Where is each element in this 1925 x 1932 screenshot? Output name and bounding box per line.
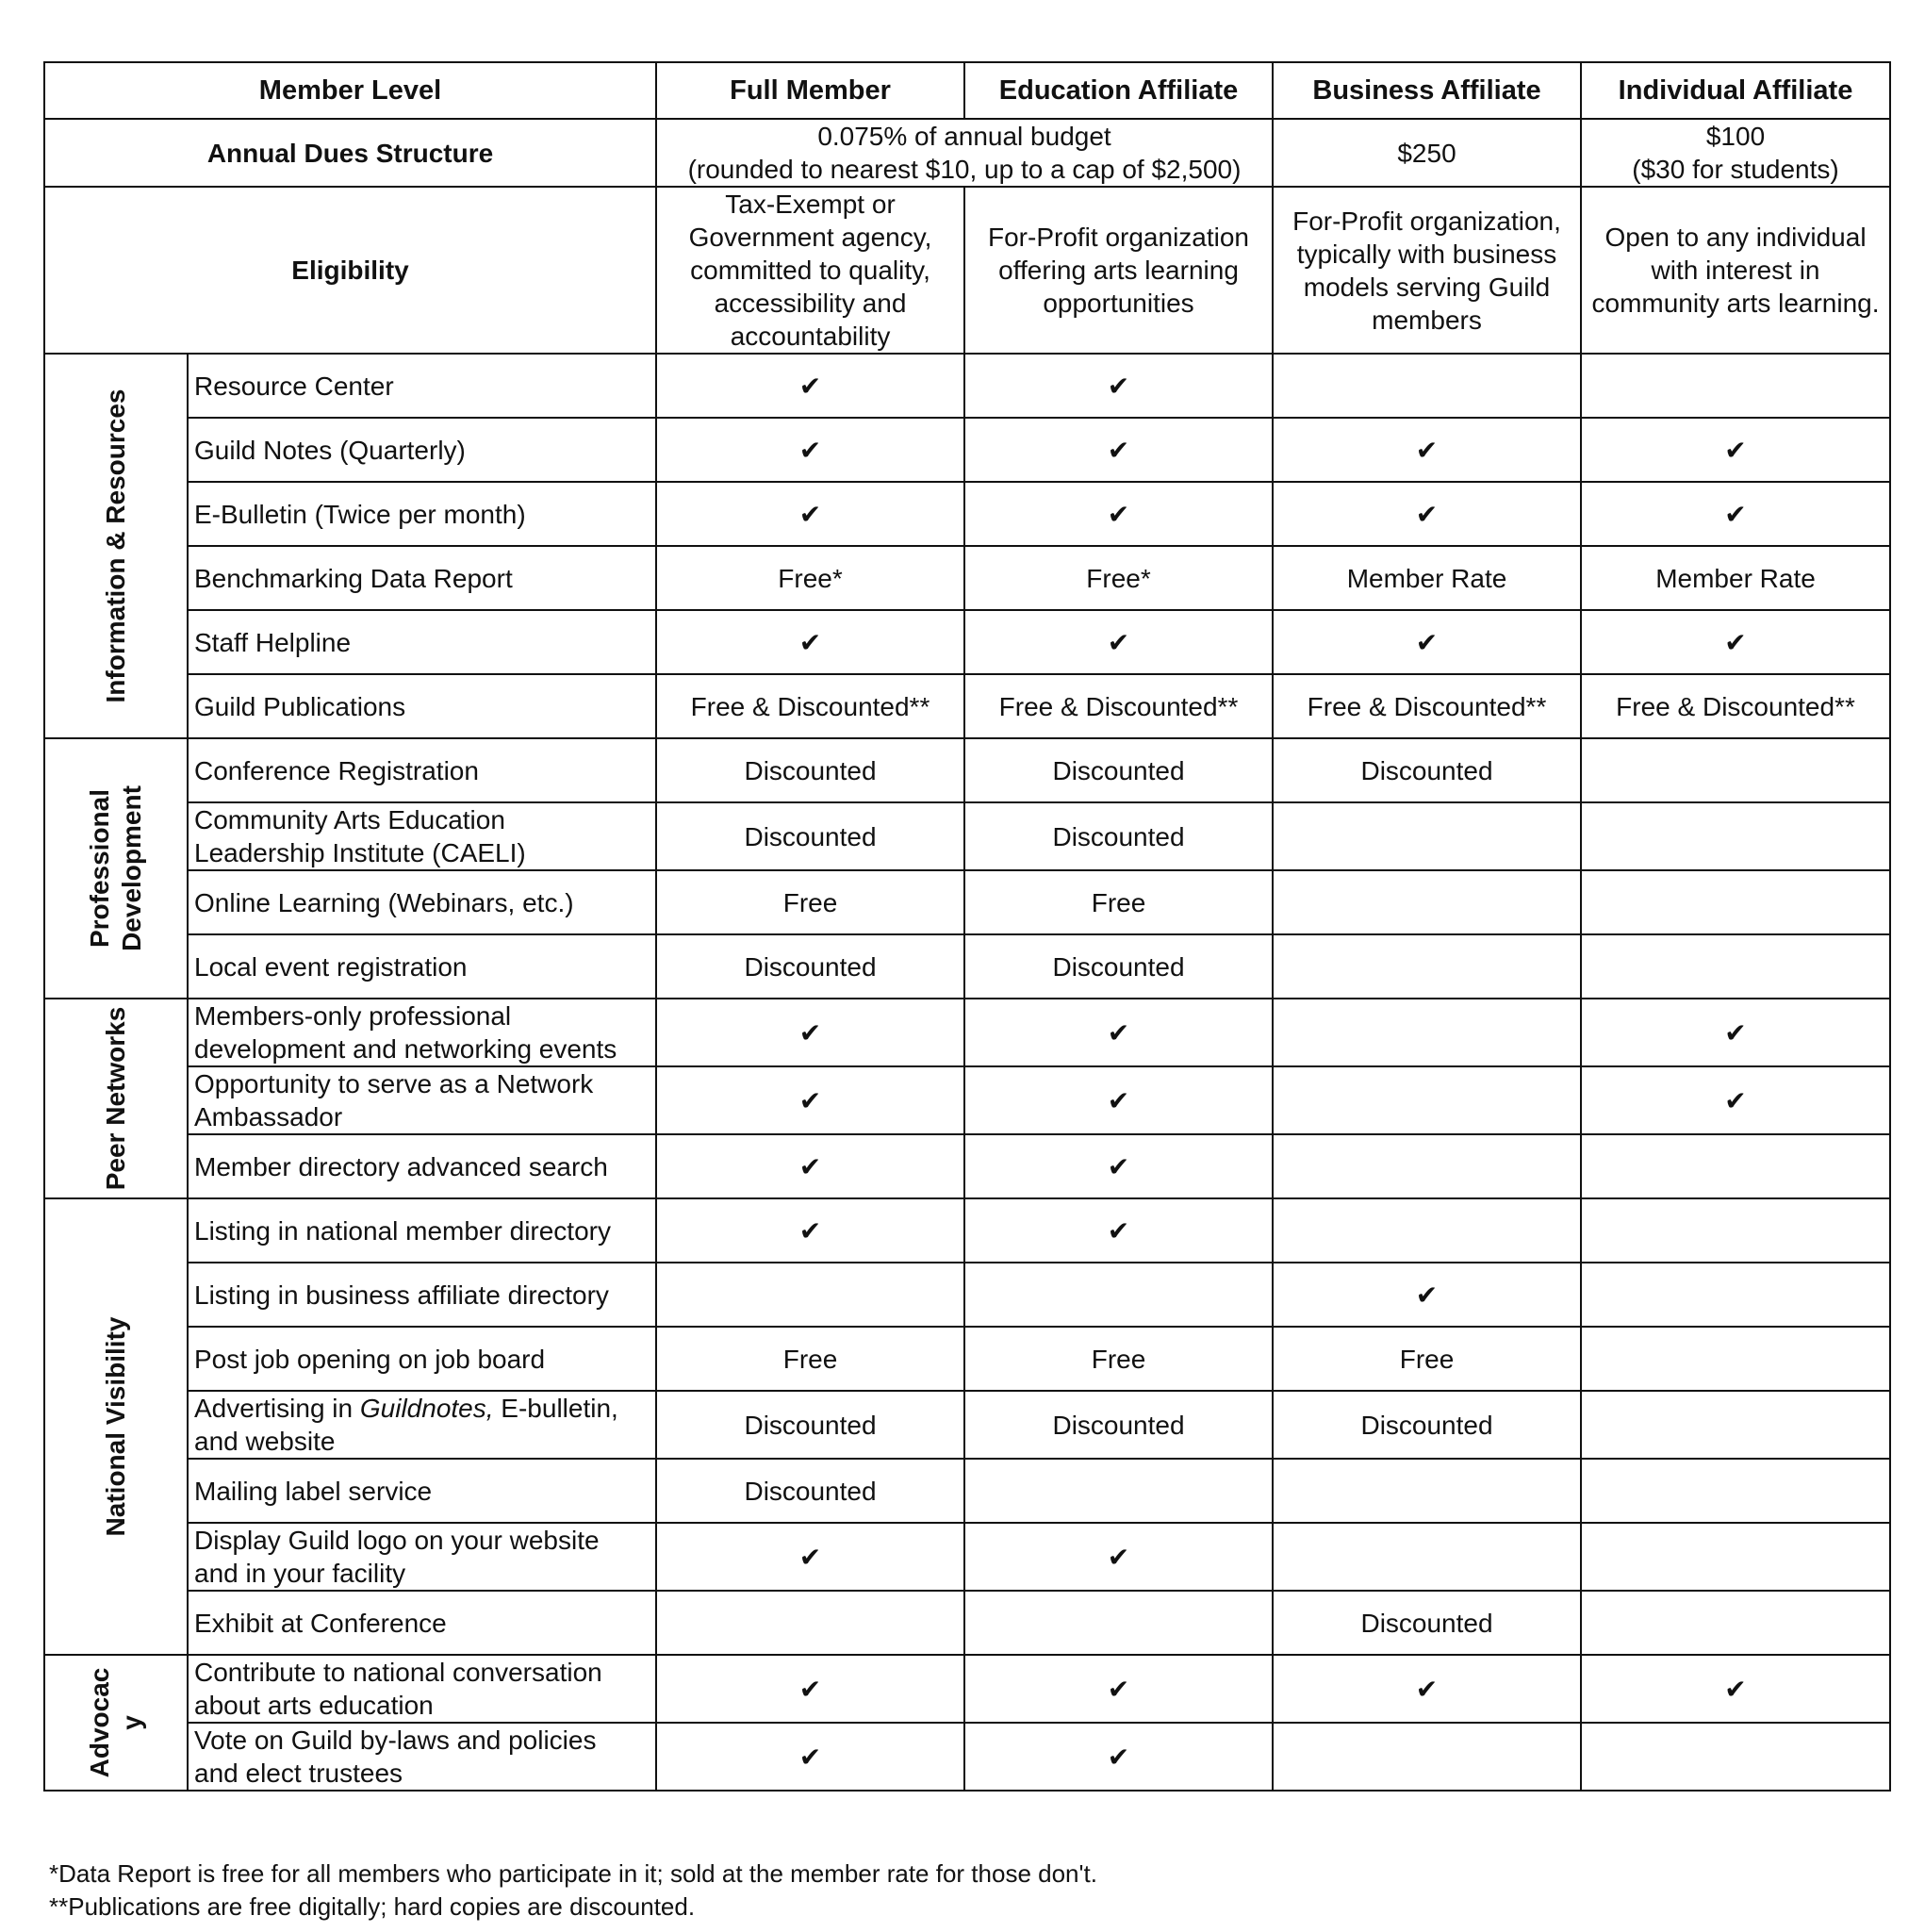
feature-label: [188, 1066, 656, 1134]
check-icon: ✔: [1581, 999, 1890, 1066]
check-icon: ✔: [964, 1655, 1273, 1723]
check-icon: ✔: [1273, 610, 1581, 674]
empty-cell: [1581, 1459, 1890, 1523]
table-row: [44, 1591, 1890, 1655]
check-icon: ✔: [964, 1134, 1273, 1198]
feature-label: [188, 1391, 656, 1459]
dues-business: $250: [1273, 119, 1581, 187]
feature-label-line2: and in your facility: [194, 1559, 406, 1588]
cell-value: Free*: [964, 546, 1273, 610]
category-label-line2: y: [117, 1715, 146, 1730]
feature-label: Resource Center: [188, 354, 656, 418]
footnotes: [49, 1858, 1097, 1924]
check-icon: ✔: [964, 1723, 1273, 1791]
cell-value: Free & Discounted**: [1581, 674, 1890, 738]
eligibility-individual: Open to any individual with interest in community arts learning.: [1581, 187, 1890, 354]
dues-label: Annual Dues Structure: [44, 119, 656, 187]
table-row: [44, 1523, 1890, 1591]
cell-value: Discounted: [1273, 738, 1581, 802]
table-row: [44, 482, 1890, 546]
check-icon: ✔: [656, 482, 964, 546]
business-affiliate-header: Business Affiliate: [1273, 62, 1581, 119]
cell-value: Discounted: [964, 802, 1273, 870]
empty-cell: [1273, 1198, 1581, 1263]
feature-label: [188, 802, 656, 870]
check-icon: ✔: [1581, 482, 1890, 546]
cell-value: Free*: [656, 546, 964, 610]
dues-individual: [1581, 119, 1890, 187]
feature-label-line2: and website: [194, 1427, 336, 1456]
empty-cell: [1273, 934, 1581, 999]
member-level-header: Member Level: [44, 62, 656, 119]
check-icon: ✔: [656, 610, 964, 674]
cell-value: Free & Discounted**: [964, 674, 1273, 738]
empty-cell: [1581, 1591, 1890, 1655]
check-icon: ✔: [1273, 418, 1581, 482]
cell-value: Discounted: [656, 1391, 964, 1459]
table-row: [44, 802, 1890, 870]
cell-value: Discounted: [964, 738, 1273, 802]
cell-value: Free: [964, 1327, 1273, 1391]
table-row: [44, 610, 1890, 674]
check-icon: ✔: [964, 1523, 1273, 1591]
category-label: Peer Networks: [101, 1006, 130, 1191]
feature-label: [188, 999, 656, 1066]
check-icon: ✔: [1273, 482, 1581, 546]
empty-cell: [1581, 1723, 1890, 1791]
check-icon: ✔: [1273, 1655, 1581, 1723]
feature-label: Member directory advanced search: [188, 1134, 656, 1198]
category-label-line1: Advocac: [85, 1667, 114, 1778]
feature-label: Online Learning (Webinars, etc.): [188, 870, 656, 934]
dues-row: [44, 119, 1890, 187]
feature-label: E-Bulletin (Twice per month): [188, 482, 656, 546]
empty-cell: [1581, 870, 1890, 934]
cell-value: Free: [964, 870, 1273, 934]
empty-cell: [1581, 354, 1890, 418]
category-label-line1: Professional: [85, 788, 114, 949]
check-icon: ✔: [656, 1066, 964, 1134]
table-row: [44, 354, 1890, 418]
empty-cell: [1273, 802, 1581, 870]
feature-label: Benchmarking Data Report: [188, 546, 656, 610]
category-label: [84, 785, 148, 951]
feature-label: [188, 1655, 656, 1723]
table-row: [44, 418, 1890, 482]
cell-value: Free & Discounted**: [1273, 674, 1581, 738]
check-icon: ✔: [656, 999, 964, 1066]
header-row: [44, 62, 1890, 119]
dues-individual-line2: ($30 for students): [1632, 155, 1839, 184]
table-row: [44, 674, 1890, 738]
category-national-visibility: [44, 1198, 188, 1655]
table-row: [44, 1198, 1890, 1263]
check-icon: ✔: [964, 354, 1273, 418]
individual-affiliate-header: Individual Affiliate: [1581, 62, 1890, 119]
feature-label-line2: Leadership Institute (CAELI): [194, 838, 526, 867]
feature-label-line2: Ambassador: [194, 1102, 343, 1131]
feature-label-line2: development and networking events: [194, 1034, 617, 1064]
cell-value: Free: [656, 1327, 964, 1391]
footnote-data-report: *Data Report is free for all members who participate in it; sold at the member rate for those don't.: [49, 1859, 1097, 1888]
feature-label-line1: Community Arts Education: [194, 805, 505, 834]
empty-cell: [1581, 934, 1890, 999]
empty-cell: [964, 1459, 1273, 1523]
education-affiliate-header: Education Affiliate: [964, 62, 1273, 119]
dues-full-education: [656, 119, 1273, 187]
dues-individual-line1: $100: [1705, 122, 1766, 151]
table-row: [44, 1723, 1890, 1791]
cell-value: Free: [656, 870, 964, 934]
empty-cell: [1581, 738, 1890, 802]
category-label: Information & Resources: [101, 388, 130, 703]
feature-label: Guild Publications: [188, 674, 656, 738]
empty-cell: [1581, 802, 1890, 870]
cell-value: Discounted: [656, 802, 964, 870]
table-row: [44, 1391, 1890, 1459]
category-advocacy: [44, 1655, 188, 1791]
check-icon: ✔: [656, 1655, 964, 1723]
check-icon: ✔: [1273, 1263, 1581, 1327]
check-icon: ✔: [656, 1523, 964, 1591]
feature-label: Listing in business affiliate directory: [188, 1263, 656, 1327]
eligibility-row: [44, 187, 1890, 354]
category-professional-development: [44, 738, 188, 999]
table-row: [44, 1655, 1890, 1723]
feature-label: [188, 1723, 656, 1791]
empty-cell: [1273, 999, 1581, 1066]
table-row: [44, 1327, 1890, 1391]
feature-label-line1: Display Guild logo on your website: [194, 1526, 600, 1555]
eligibility-education: For-Profit organization offering arts learning opportunities: [964, 187, 1273, 354]
check-icon: ✔: [964, 482, 1273, 546]
empty-cell: [1581, 1263, 1890, 1327]
check-icon: ✔: [1581, 418, 1890, 482]
feature-label: Post job opening on job board: [188, 1327, 656, 1391]
check-icon: ✔: [1581, 1066, 1890, 1134]
feature-label: Conference Registration: [188, 738, 656, 802]
cell-value: Discounted: [656, 934, 964, 999]
empty-cell: [1273, 1459, 1581, 1523]
check-icon: ✔: [964, 610, 1273, 674]
empty-cell: [1581, 1134, 1890, 1198]
empty-cell: [964, 1263, 1273, 1327]
cell-value: Member Rate: [1581, 546, 1890, 610]
feature-label: Exhibit at Conference: [188, 1591, 656, 1655]
table-row: [44, 546, 1890, 610]
full-member-header: Full Member: [656, 62, 964, 119]
feature-label: [188, 1523, 656, 1591]
table-row: [44, 999, 1890, 1066]
check-icon: ✔: [656, 1134, 964, 1198]
footnote-publications: **Publications are free digitally; hard copies are discounted.: [49, 1892, 696, 1921]
check-icon: ✔: [964, 1066, 1273, 1134]
table-row: [44, 1066, 1890, 1134]
feature-label: Mailing label service: [188, 1459, 656, 1523]
check-icon: ✔: [656, 1198, 964, 1263]
feature-label-pre: Advertising in: [194, 1394, 360, 1423]
empty-cell: [1273, 1066, 1581, 1134]
table-row: [44, 1459, 1890, 1523]
feature-label-line2: about arts education: [194, 1691, 434, 1720]
cell-value: Member Rate: [1273, 546, 1581, 610]
check-icon: ✔: [1581, 1655, 1890, 1723]
empty-cell: [1581, 1523, 1890, 1591]
feature-label-line1: [194, 1392, 650, 1425]
empty-cell: [964, 1591, 1273, 1655]
empty-cell: [1273, 1134, 1581, 1198]
feature-label-post: E-bulletin,: [493, 1394, 618, 1423]
check-icon: ✔: [964, 999, 1273, 1066]
empty-cell: [1273, 1523, 1581, 1591]
table-row: [44, 870, 1890, 934]
feature-label: Local event registration: [188, 934, 656, 999]
eligibility-label: Eligibility: [44, 187, 656, 354]
empty-cell: [1273, 1723, 1581, 1791]
category-peer-networks: [44, 999, 188, 1198]
dues-budget-line: 0.075% of annual budget: [817, 122, 1111, 151]
feature-label: Guild Notes (Quarterly): [188, 418, 656, 482]
check-icon: ✔: [1581, 610, 1890, 674]
empty-cell: [656, 1591, 964, 1655]
cell-value: Free: [1273, 1327, 1581, 1391]
feature-label-line1: Vote on Guild by-laws and policies: [194, 1726, 597, 1755]
check-icon: ✔: [656, 354, 964, 418]
check-icon: ✔: [964, 418, 1273, 482]
guildnotes-title: Guildnotes,: [359, 1394, 494, 1423]
category-label-line2: Development: [117, 785, 146, 951]
eligibility-full: Tax-Exempt or Government agency, committed to quality, accessibility and accountability: [656, 187, 964, 354]
cell-value: Free & Discounted**: [656, 674, 964, 738]
cell-value: Discounted: [964, 934, 1273, 999]
category-label: National Visibility: [101, 1316, 130, 1537]
cell-value: Discounted: [1273, 1591, 1581, 1655]
cell-value: Discounted: [656, 738, 964, 802]
eligibility-business: For-Profit organization, typically with business models serving Guild members: [1273, 187, 1581, 354]
table-row: [44, 738, 1890, 802]
category-label: [84, 1668, 148, 1778]
feature-label-line1: Opportunity to serve as a Network: [194, 1069, 594, 1098]
check-icon: ✔: [656, 1723, 964, 1791]
dues-cap-line: (rounded to nearest $10, up to a cap of $2,500): [687, 155, 1242, 184]
cell-value: Discounted: [656, 1459, 964, 1523]
feature-label-line2: and elect trustees: [194, 1759, 403, 1788]
table-row: [44, 1263, 1890, 1327]
check-icon: ✔: [964, 1198, 1273, 1263]
empty-cell: [1581, 1327, 1890, 1391]
cell-value: Discounted: [964, 1391, 1273, 1459]
empty-cell: [1581, 1391, 1890, 1459]
check-icon: ✔: [656, 418, 964, 482]
feature-label: Staff Helpline: [188, 610, 656, 674]
empty-cell: [1581, 1198, 1890, 1263]
feature-label-line1: Contribute to national conversation: [194, 1658, 602, 1687]
empty-cell: [1273, 870, 1581, 934]
empty-cell: [1273, 354, 1581, 418]
feature-label: Listing in national member directory: [188, 1198, 656, 1263]
feature-label-line1: Members-only professional: [194, 1001, 512, 1031]
empty-cell: [656, 1263, 964, 1327]
membership-benefits-table: [43, 61, 1891, 1792]
cell-value: Discounted: [1273, 1391, 1581, 1459]
table-row: [44, 1134, 1890, 1198]
category-information-resources: [44, 354, 188, 738]
table-row: [44, 934, 1890, 999]
